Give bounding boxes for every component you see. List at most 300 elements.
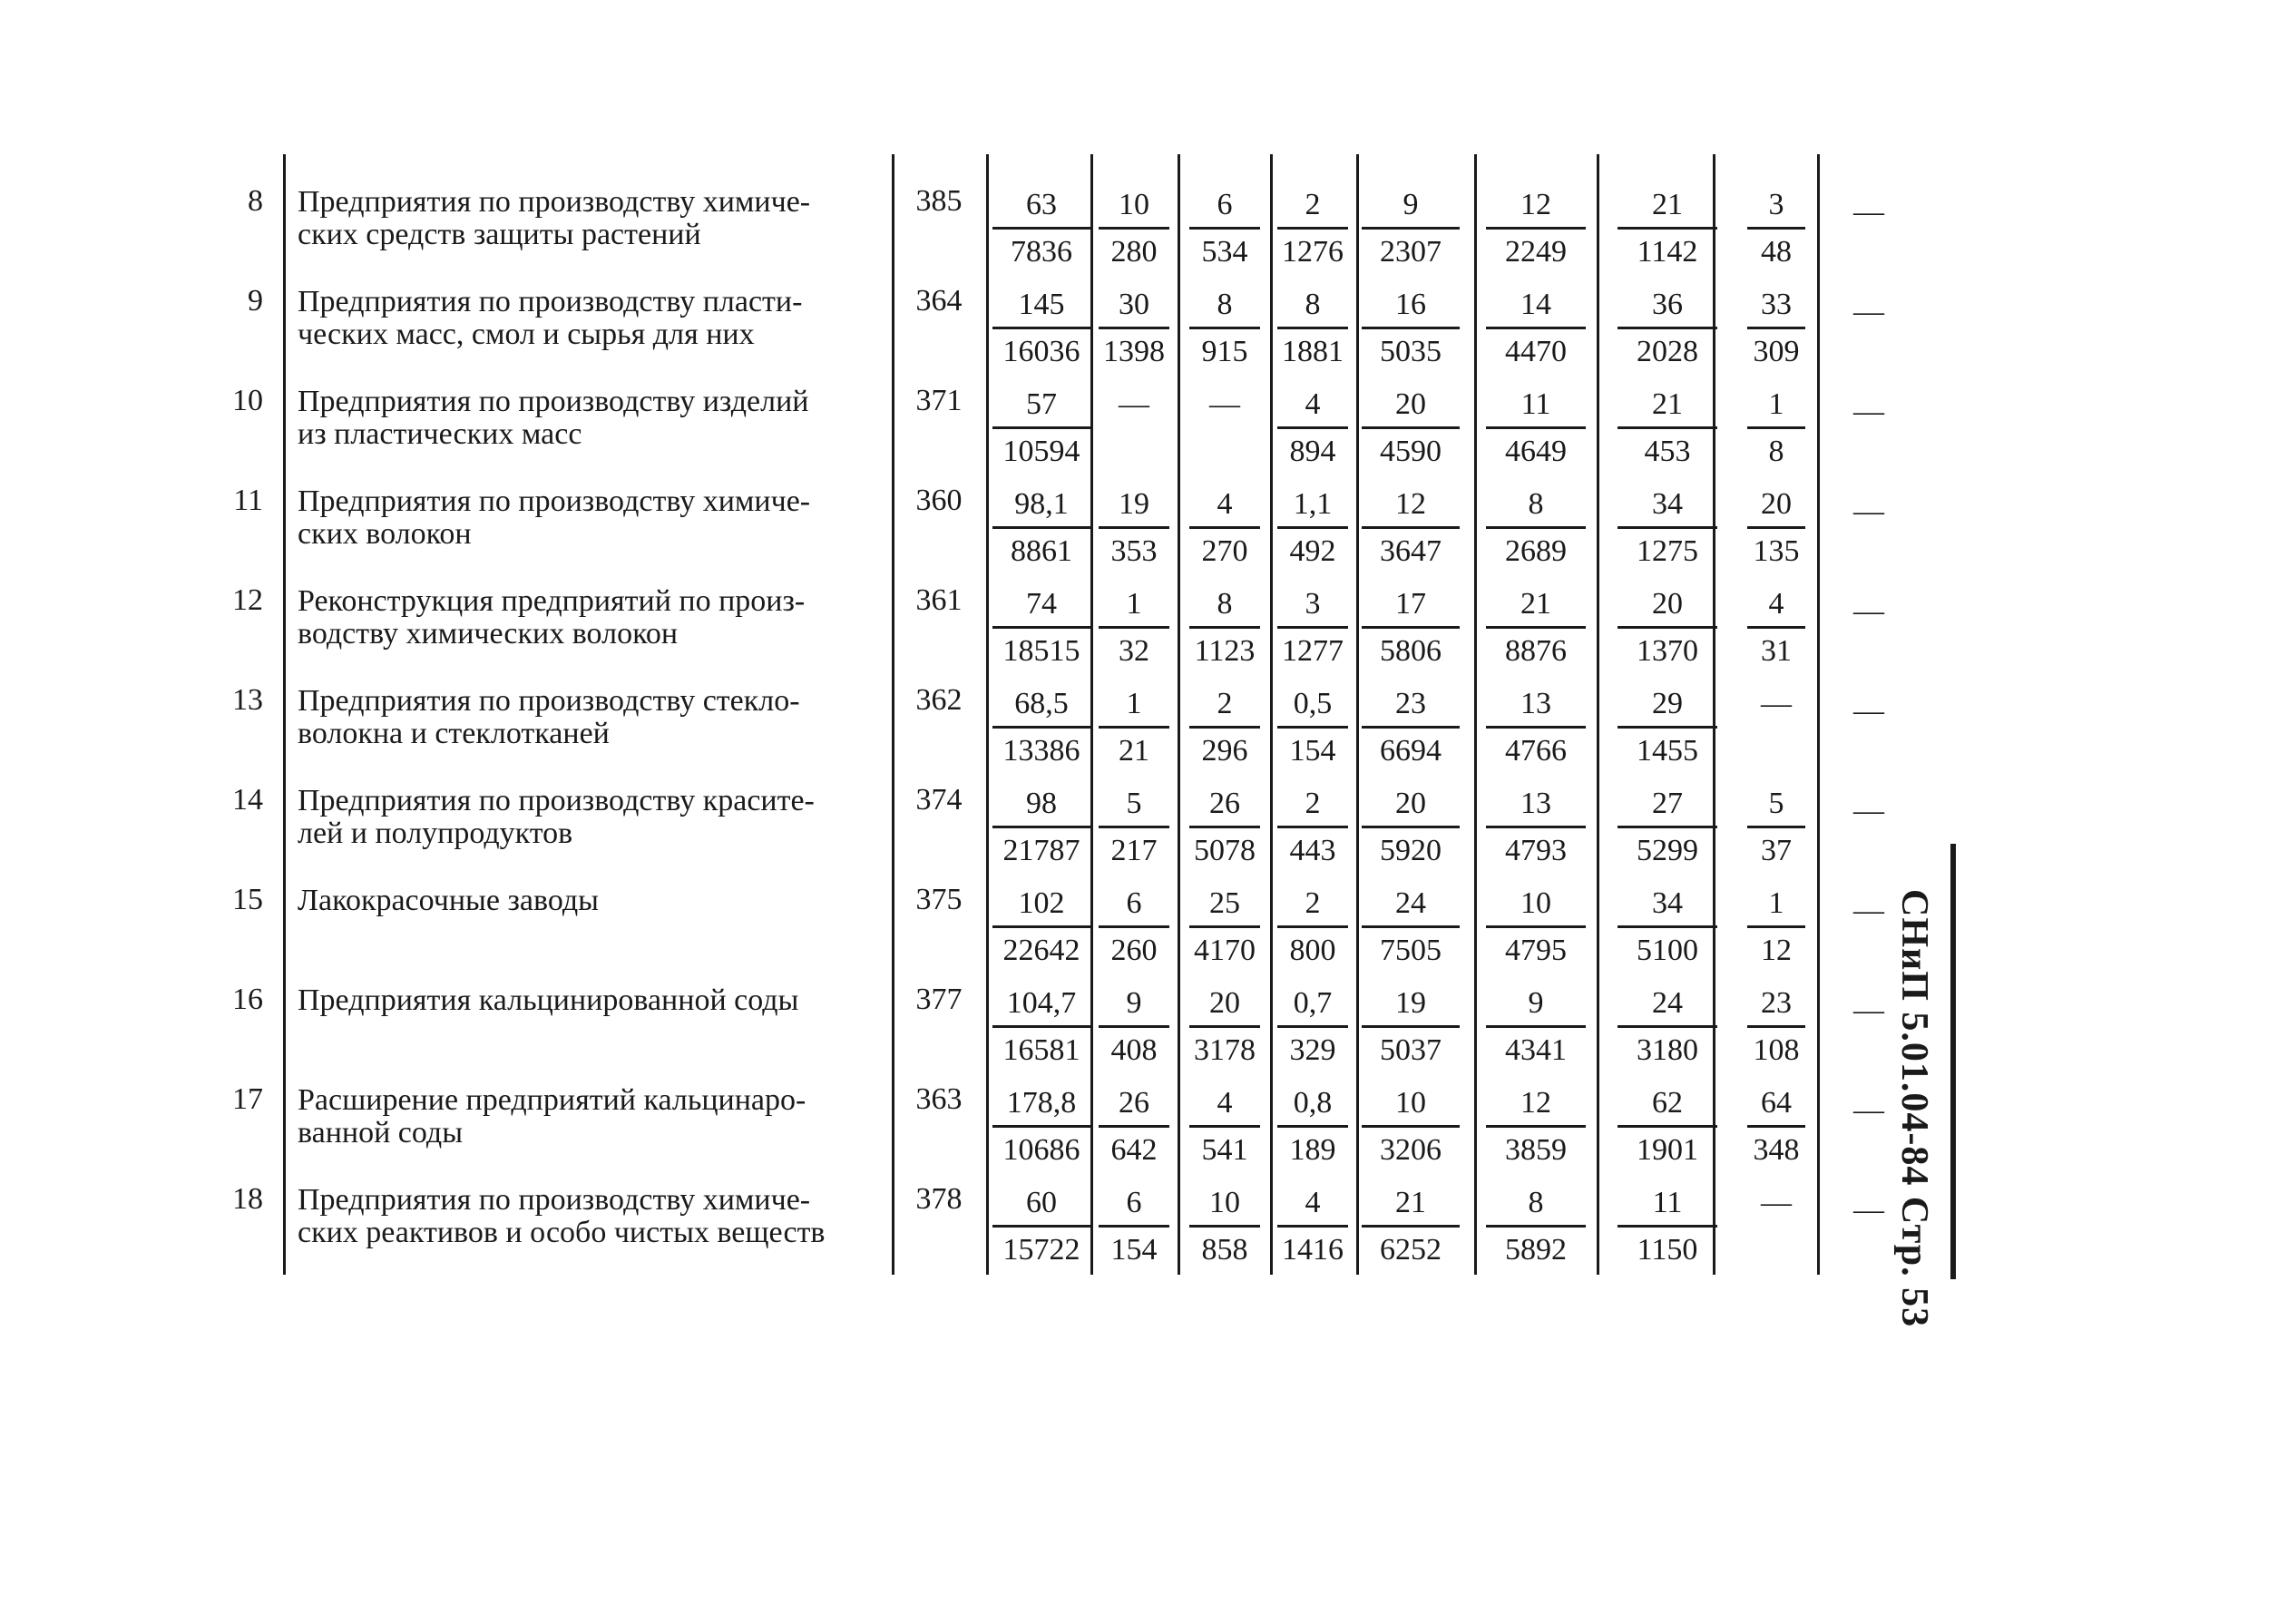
value-denominator: 353	[1110, 534, 1158, 568]
value-numerator: —	[1209, 387, 1240, 421]
value-numerator: 21	[1652, 387, 1683, 421]
row-name-line-2: волокна и стеклотканей	[298, 717, 610, 750]
value-numerator: 33	[1761, 288, 1792, 321]
fraction-line	[1362, 227, 1460, 230]
row-last-value: —	[1853, 794, 1884, 827]
value-denominator: 3180	[1637, 1033, 1698, 1067]
value-numerator: 4	[1217, 1086, 1233, 1120]
fraction-line	[1747, 426, 1805, 429]
value-numerator: 98,1	[1014, 487, 1069, 521]
fraction-line	[1486, 327, 1586, 329]
value-numerator: 34	[1652, 886, 1683, 920]
value-numerator: 2	[1305, 188, 1321, 221]
value-denominator: 154	[1289, 734, 1336, 768]
value-numerator: 29	[1652, 687, 1683, 720]
value-denominator: 8	[1768, 435, 1784, 468]
value-numerator: 8	[1217, 288, 1233, 321]
value-numerator: 10	[1520, 886, 1551, 920]
value-numerator: 24	[1395, 886, 1426, 920]
fraction-line	[1099, 1025, 1169, 1028]
fraction-line	[1277, 626, 1348, 629]
value-denominator: 309	[1753, 335, 1800, 368]
row-last-value: —	[1853, 195, 1884, 229]
value-denominator: 5299	[1637, 834, 1698, 867]
row-name-line-1: Предприятия по производству стекло-	[298, 684, 800, 718]
fraction-line	[1486, 426, 1586, 429]
value-numerator: 24	[1652, 986, 1683, 1020]
fraction-line	[1486, 1025, 1586, 1028]
value-denominator: 3647	[1380, 534, 1442, 568]
fraction-line	[1486, 1125, 1586, 1128]
row-number: 15	[232, 883, 263, 916]
value-numerator: 0,7	[1293, 986, 1333, 1020]
row-last-value: —	[1853, 494, 1884, 528]
fraction-line	[1486, 1225, 1586, 1228]
row-name-line-2: ванной соды	[298, 1116, 464, 1150]
value-denominator: 18515	[1002, 634, 1080, 668]
fraction-line	[1189, 626, 1260, 629]
row-number: 11	[233, 484, 263, 517]
fraction-line	[1618, 925, 1717, 928]
fraction-line	[1747, 227, 1805, 230]
value-denominator: 6252	[1380, 1233, 1442, 1267]
value-denominator: 296	[1201, 734, 1248, 768]
value-numerator: 8	[1528, 487, 1544, 521]
value-denominator: 2689	[1505, 534, 1567, 568]
value-numerator: 0,5	[1293, 687, 1333, 720]
fraction-line	[1618, 626, 1717, 629]
value-denominator: 453	[1644, 435, 1691, 468]
value-denominator: 8861	[1011, 534, 1072, 568]
fraction-line	[992, 626, 1090, 629]
fraction-line	[1618, 1225, 1717, 1228]
fraction-line	[1362, 327, 1460, 329]
fraction-line	[1277, 1225, 1348, 1228]
row-number: 18	[232, 1182, 263, 1216]
column-rule	[1178, 154, 1180, 1275]
value-denominator: 154	[1110, 1233, 1158, 1267]
fraction-line	[1486, 626, 1586, 629]
fraction-line	[1189, 1125, 1260, 1128]
value-numerator: 10	[1119, 188, 1149, 221]
value-denominator: 21	[1119, 734, 1149, 768]
value-numerator: 178,8	[1006, 1086, 1077, 1120]
fraction-line	[1189, 726, 1260, 729]
fraction-line	[1747, 826, 1805, 828]
fraction-line	[1618, 1125, 1717, 1128]
value-denominator: 135	[1753, 534, 1800, 568]
row-number: 12	[232, 583, 263, 617]
value-denominator: 6694	[1380, 734, 1442, 768]
row-last-value: —	[1853, 395, 1884, 428]
fraction-line	[1362, 1225, 1460, 1228]
value-denominator: 15722	[1002, 1233, 1080, 1267]
fraction-line	[1362, 1025, 1460, 1028]
value-numerator: 4	[1305, 1186, 1321, 1219]
fraction-line	[1618, 327, 1717, 329]
row-number: 14	[232, 783, 263, 817]
row-name-line-2: из пластических масс	[298, 417, 582, 451]
fraction-line	[1099, 526, 1169, 529]
row-last-value: —	[1853, 1193, 1884, 1227]
fraction-line	[1099, 726, 1169, 729]
value-numerator: 2	[1217, 687, 1233, 720]
value-numerator: 19	[1119, 487, 1149, 521]
value-denominator: 348	[1753, 1133, 1800, 1167]
value-denominator: 16036	[1002, 335, 1080, 368]
value-numerator: 9	[1402, 188, 1419, 221]
value-denominator: 10594	[1002, 435, 1080, 468]
fraction-line	[1277, 1025, 1348, 1028]
row-name-line-2: ских волокон	[298, 517, 472, 551]
value-numerator: 5	[1126, 787, 1142, 820]
row-name-line-1: Предприятия по производству пласти-	[298, 285, 803, 318]
value-denominator: 1881	[1282, 335, 1344, 368]
value-denominator: 443	[1289, 834, 1336, 867]
value-numerator: 6	[1126, 886, 1142, 920]
fraction-line	[1189, 327, 1260, 329]
value-denominator: 1277	[1282, 634, 1344, 668]
value-denominator: 7836	[1011, 235, 1072, 269]
value-denominator: 5892	[1505, 1233, 1567, 1267]
fraction-line	[992, 826, 1090, 828]
fraction-line	[1277, 227, 1348, 230]
row-name-line-1: Предприятия по производству химиче-	[298, 1183, 811, 1217]
value-denominator: 5806	[1380, 634, 1442, 668]
value-denominator: 32	[1119, 634, 1149, 668]
row-code: 362	[915, 683, 963, 717]
value-numerator: 4	[1305, 387, 1321, 421]
fraction-line	[1486, 526, 1586, 529]
row-name-line-1: Предприятия кальцинированной соды	[298, 983, 799, 1017]
value-numerator: 2	[1305, 787, 1321, 820]
value-numerator: 13	[1520, 687, 1551, 720]
fraction-line	[1486, 826, 1586, 828]
value-numerator: 11	[1652, 1186, 1683, 1219]
value-numerator: 36	[1652, 288, 1683, 321]
value-denominator: 858	[1201, 1233, 1248, 1267]
value-numerator: 14	[1520, 288, 1551, 321]
fraction-line	[1362, 626, 1460, 629]
fraction-line	[1747, 327, 1805, 329]
fraction-line	[1277, 426, 1348, 429]
column-rule	[1597, 154, 1599, 1275]
value-denominator: 37	[1761, 834, 1792, 867]
fraction-line	[1747, 526, 1805, 529]
value-numerator: 27	[1652, 787, 1683, 820]
fraction-line	[1486, 726, 1586, 729]
value-numerator: 9	[1126, 986, 1142, 1020]
column-rule	[986, 154, 989, 1275]
value-numerator: 13	[1520, 787, 1551, 820]
fraction-line	[1618, 426, 1717, 429]
value-numerator: 62	[1652, 1086, 1683, 1120]
value-denominator: 915	[1201, 335, 1248, 368]
value-denominator: 21787	[1002, 834, 1080, 867]
value-numerator: 4	[1768, 587, 1784, 621]
value-numerator: 20	[1761, 487, 1792, 521]
fraction-line	[1747, 925, 1805, 928]
value-numerator: 63	[1026, 188, 1057, 221]
value-denominator: 1398	[1103, 335, 1165, 368]
fraction-line	[1277, 726, 1348, 729]
value-denominator: 4793	[1505, 834, 1567, 867]
fraction-line	[1486, 227, 1586, 230]
value-denominator: 217	[1110, 834, 1158, 867]
row-code: 385	[915, 184, 963, 218]
value-denominator: 492	[1289, 534, 1336, 568]
fraction-line	[1189, 925, 1260, 928]
value-denominator: 31	[1761, 634, 1792, 668]
row-number: 16	[232, 983, 263, 1016]
value-numerator: 1	[1126, 687, 1142, 720]
value-denominator: 189	[1289, 1133, 1336, 1167]
value-numerator: 21	[1395, 1186, 1426, 1219]
fraction-line	[1189, 1025, 1260, 1028]
row-number: 8	[248, 184, 263, 218]
value-numerator: 9	[1528, 986, 1544, 1020]
value-numerator: 10	[1209, 1186, 1240, 1219]
value-numerator: —	[1761, 1186, 1792, 1219]
fraction-line	[1362, 426, 1460, 429]
value-numerator: 57	[1026, 387, 1057, 421]
value-numerator: 0,8	[1293, 1086, 1333, 1120]
fraction-line	[1618, 227, 1717, 230]
value-numerator: 30	[1119, 288, 1149, 321]
row-last-value: —	[1853, 1093, 1884, 1127]
row-name-line-1: Предприятия по производству красите-	[298, 784, 815, 817]
value-numerator: 25	[1209, 886, 1240, 920]
value-numerator: 19	[1395, 986, 1426, 1020]
row-last-value: —	[1853, 594, 1884, 628]
row-code: 360	[915, 484, 963, 517]
value-numerator: 20	[1395, 387, 1426, 421]
value-numerator: 26	[1119, 1086, 1149, 1120]
value-numerator: 16	[1395, 288, 1426, 321]
column-rule	[1090, 154, 1093, 1275]
value-numerator: 11	[1520, 387, 1551, 421]
value-denominator: 1276	[1282, 235, 1344, 269]
page-label: СНиП 5.01.04-84 Стр. 53	[1893, 889, 1935, 1328]
value-denominator: 16581	[1002, 1033, 1080, 1067]
value-denominator: 270	[1201, 534, 1248, 568]
row-code: 361	[915, 583, 963, 617]
fraction-line	[1362, 1125, 1460, 1128]
fraction-line	[992, 1225, 1090, 1228]
fraction-line	[1618, 726, 1717, 729]
value-numerator: 2	[1305, 886, 1321, 920]
fraction-line	[1189, 826, 1260, 828]
value-numerator: 6	[1126, 1186, 1142, 1219]
row-name-line-1: Предприятия по производству химиче-	[298, 484, 811, 518]
fraction-line	[1618, 1025, 1717, 1028]
row-last-value: —	[1853, 894, 1884, 927]
fraction-line	[1362, 925, 1460, 928]
value-denominator: 894	[1289, 435, 1336, 468]
value-numerator: 60	[1026, 1186, 1057, 1219]
value-numerator: 1,1	[1293, 487, 1333, 521]
value-denominator: 1901	[1637, 1133, 1698, 1167]
value-denominator: 1142	[1637, 235, 1698, 269]
value-denominator: 3206	[1380, 1133, 1442, 1167]
value-denominator: 2028	[1637, 335, 1698, 368]
row-code: 374	[915, 783, 963, 817]
value-denominator: 534	[1201, 235, 1248, 269]
fraction-line	[1099, 826, 1169, 828]
value-numerator: 1	[1768, 387, 1784, 421]
value-numerator: 8	[1528, 1186, 1544, 1219]
value-denominator: 2307	[1380, 235, 1442, 269]
fraction-line	[992, 426, 1090, 429]
fraction-line	[1277, 1125, 1348, 1128]
value-numerator: 3	[1305, 587, 1321, 621]
fraction-line	[992, 925, 1090, 928]
value-numerator: 4	[1217, 487, 1233, 521]
value-numerator: 21	[1520, 587, 1551, 621]
value-denominator: 5037	[1380, 1033, 1442, 1067]
row-code: 364	[915, 284, 963, 318]
value-denominator: 13386	[1002, 734, 1080, 768]
fraction-line	[1747, 626, 1805, 629]
row-name-line-1: Предприятия по производству химиче-	[298, 185, 811, 219]
fraction-line	[1362, 826, 1460, 828]
value-denominator: 3859	[1505, 1133, 1567, 1167]
value-numerator: 1	[1768, 886, 1784, 920]
fraction-line	[1189, 526, 1260, 529]
value-denominator: 8876	[1505, 634, 1567, 668]
value-numerator: 12	[1520, 1086, 1551, 1120]
value-numerator: —	[1761, 687, 1792, 720]
value-denominator: 280	[1110, 235, 1158, 269]
value-denominator: 5078	[1194, 834, 1256, 867]
value-numerator: 8	[1217, 587, 1233, 621]
value-denominator: 2249	[1505, 235, 1567, 269]
fraction-line	[1189, 1225, 1260, 1228]
row-code: 363	[915, 1082, 963, 1116]
fraction-line	[1277, 925, 1348, 928]
fraction-line	[992, 1125, 1090, 1128]
value-numerator: 1	[1126, 587, 1142, 621]
value-numerator: —	[1119, 387, 1149, 421]
value-denominator: 4170	[1194, 934, 1256, 967]
column-rule	[283, 154, 286, 1275]
row-code: 377	[915, 983, 963, 1016]
value-denominator: 260	[1110, 934, 1158, 967]
value-denominator: 10686	[1002, 1133, 1080, 1167]
value-denominator: 541	[1201, 1133, 1248, 1167]
value-numerator: 20	[1652, 587, 1683, 621]
fraction-line	[1099, 227, 1169, 230]
fraction-line	[1277, 526, 1348, 529]
value-numerator: 145	[1018, 288, 1065, 321]
column-rule	[1356, 154, 1359, 1275]
column-rule	[892, 154, 894, 1275]
fraction-line	[992, 227, 1090, 230]
row-code: 375	[915, 883, 963, 916]
value-denominator: 4470	[1505, 335, 1567, 368]
fraction-line	[1486, 925, 1586, 928]
value-numerator: 68,5	[1014, 687, 1069, 720]
value-numerator: 21	[1652, 188, 1683, 221]
row-name-line-2: водству химических волокон	[298, 617, 679, 651]
value-numerator: 34	[1652, 487, 1683, 521]
row-name-line-2: ских средств защиты растений	[298, 218, 701, 251]
row-name-line-1: Предприятия по производству изделий	[298, 385, 809, 418]
value-denominator: 108	[1753, 1033, 1800, 1067]
value-denominator: 1150	[1637, 1233, 1698, 1267]
row-last-value: —	[1853, 694, 1884, 728]
fraction-line	[1099, 1125, 1169, 1128]
value-numerator: 23	[1761, 986, 1792, 1020]
value-denominator: 4795	[1505, 934, 1567, 967]
fraction-line	[1277, 327, 1348, 329]
value-numerator: 3	[1768, 188, 1784, 221]
fraction-line	[992, 726, 1090, 729]
value-denominator: 800	[1289, 934, 1336, 967]
value-denominator: 5100	[1637, 934, 1698, 967]
side-rule	[1950, 844, 1956, 1279]
row-code: 371	[915, 384, 963, 417]
fraction-line	[1747, 1025, 1805, 1028]
fraction-line	[1362, 726, 1460, 729]
fraction-line	[1099, 327, 1169, 329]
value-denominator: 642	[1110, 1133, 1158, 1167]
value-denominator: 48	[1761, 235, 1792, 269]
value-numerator: 98	[1026, 787, 1057, 820]
value-denominator: 1455	[1637, 734, 1698, 768]
value-numerator: 104,7	[1006, 986, 1077, 1020]
value-numerator: 102	[1018, 886, 1065, 920]
row-last-value: —	[1853, 295, 1884, 328]
value-denominator: 4649	[1505, 435, 1567, 468]
fraction-line	[1277, 826, 1348, 828]
fraction-line	[992, 526, 1090, 529]
fraction-line	[992, 327, 1090, 329]
row-name-line-1: Расширение предприятий кальцинаро-	[298, 1083, 806, 1117]
value-denominator: 1416	[1282, 1233, 1344, 1267]
value-numerator: 6	[1217, 188, 1233, 221]
fraction-line	[1099, 626, 1169, 629]
fraction-line	[1618, 826, 1717, 828]
value-denominator: 329	[1289, 1033, 1336, 1067]
value-numerator: 23	[1395, 687, 1426, 720]
row-name-line-1: Реконструкция предприятий по произ-	[298, 584, 806, 618]
row-name-line-2: лей и полупродуктов	[298, 817, 573, 850]
value-denominator: 5920	[1380, 834, 1442, 867]
fraction-line	[1099, 1225, 1169, 1228]
value-numerator: 17	[1395, 587, 1426, 621]
value-numerator: 10	[1395, 1086, 1426, 1120]
row-number: 10	[232, 384, 263, 417]
row-name-line-1: Лакокрасочные заводы	[298, 884, 599, 917]
row-number: 17	[232, 1082, 263, 1116]
fraction-line	[1618, 526, 1717, 529]
value-denominator: 4766	[1505, 734, 1567, 768]
row-name-line-2: ческих масс, смол и сырья для них	[298, 318, 755, 351]
value-numerator: 12	[1520, 188, 1551, 221]
column-rule	[1270, 154, 1273, 1275]
value-numerator: 20	[1395, 787, 1426, 820]
value-denominator: 4341	[1505, 1033, 1567, 1067]
value-denominator: 5035	[1380, 335, 1442, 368]
fraction-line	[1362, 526, 1460, 529]
value-numerator: 8	[1305, 288, 1321, 321]
fraction-line	[1747, 1125, 1805, 1128]
value-numerator: 64	[1761, 1086, 1792, 1120]
value-denominator: 3178	[1194, 1033, 1256, 1067]
value-denominator: 12	[1761, 934, 1792, 967]
row-code: 378	[915, 1182, 963, 1216]
